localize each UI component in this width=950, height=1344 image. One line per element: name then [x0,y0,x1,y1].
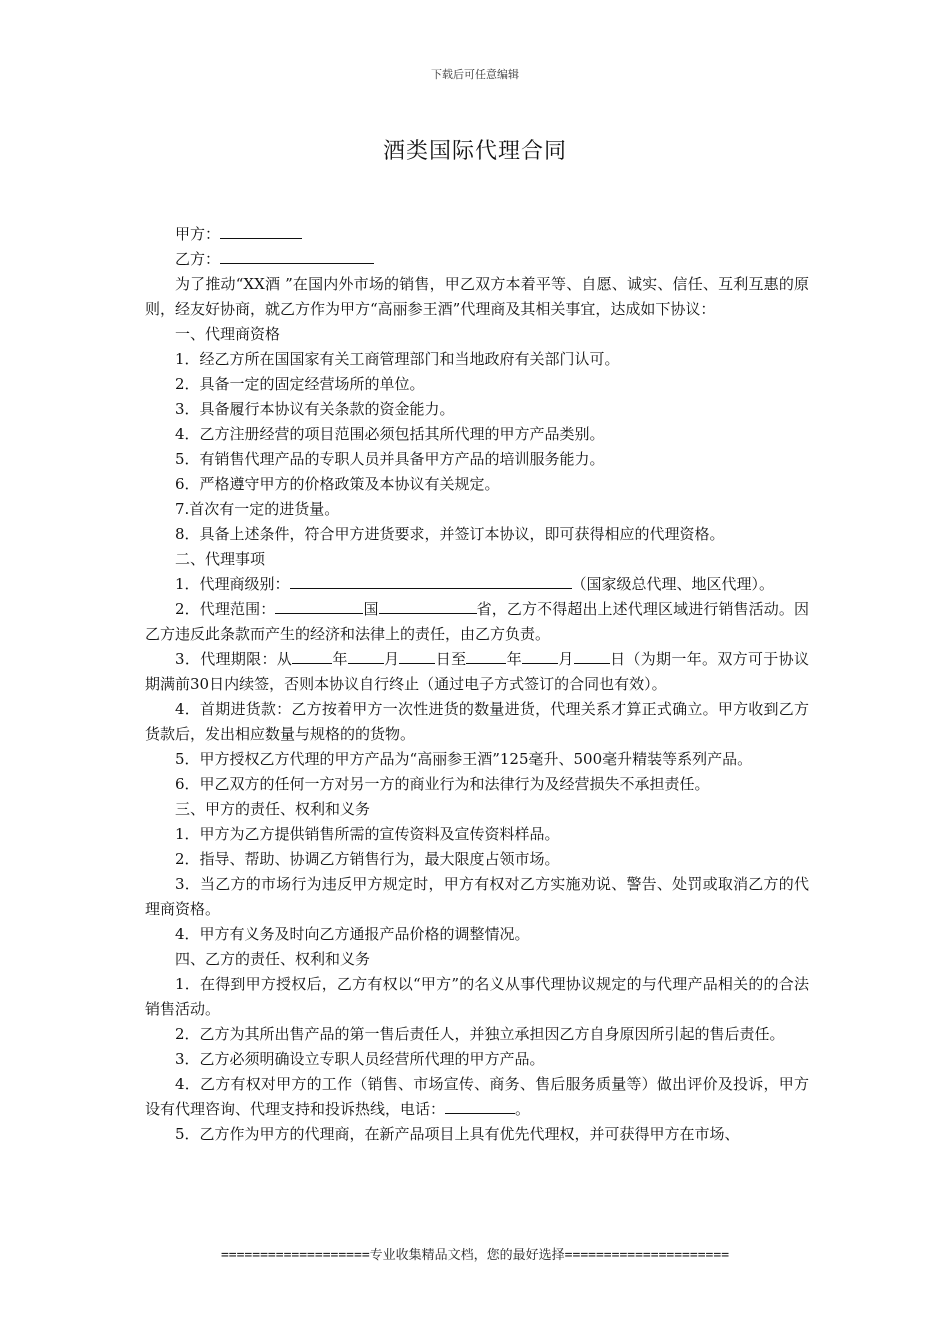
agent-level-label: 1．代理商级别： [175,575,290,593]
complaint-text: 4．乙方有权对甲方的工作（销售、市场宣传、商务、售后服务质量等）做出评价及投诉，甲方设有代理咨询、代理支持和投诉热线，电话： [145,1075,809,1118]
document-title: 酒类国际代理合同 [382,139,567,164]
section-1-item: 7.首次有一定的进货量。 [175,500,340,518]
footer-banner: ===================专业收集精品文档，您的最好选择===================== [220,1248,730,1263]
section-4-item: 5．乙方作为甲方的代理商，在新产品项目上具有优先代理权，并可获得甲方在市场、 [175,1125,740,1143]
section-3-item: 1．甲方为乙方提供销售所需的宣传资料及宣传资料样品。 [175,825,560,843]
agent-scope-text: 省，乙方不得超出上述代理区域进行销售活动。因乙方违反此条款而产生的经济和法律上的责任，由乙方负责。 [145,600,809,643]
section-1-heading: 一、代理商资格 [175,325,281,343]
complaint-line [145,1072,809,1122]
agent-term-line [145,647,809,697]
section-3-item: 2．指导、帮助、协调乙方销售行为，最大限度占领市场。 [175,850,560,868]
section-3-heading: 三、甲方的责任、权利和义务 [175,800,371,818]
country-label: 国 [363,600,379,618]
complaint-end: 。 [515,1100,531,1118]
month-label: 月 [558,650,574,668]
end-month-blank[interactable] [522,649,558,664]
year-label: 年 [506,650,523,668]
agent-term-text: 日（为期一年。双方可于协议期满前30日内续签，否则本协议自行终止（通过电子方式签订的合同也有效）。 [145,650,809,693]
start-year-blank[interactable] [292,649,332,664]
section-4-heading: 四、乙方的责任、权利和义务 [175,950,371,968]
agent-level-options: （国家级总代理、地区代理）。 [571,575,775,593]
phone-blank[interactable] [445,1099,515,1114]
end-day-blank[interactable] [574,649,610,664]
section-1-item: 8．具备上述条件，符合甲方进货要求，并签订本协议，即可获得相应的代理资格。 [175,525,725,543]
day-to-label: 日至 [435,650,467,668]
authorized-products-paragraph: 5．甲方授权乙方代理的甲方产品为“高丽参王酒”125毫升、500毫升精装等系列产品。 [175,750,753,768]
liability-paragraph: 6．甲乙双方的任何一方对另一方的商业行为和法律行为及经营损失不承担责任。 [175,775,710,793]
start-day-blank[interactable] [399,649,435,664]
section-4-item: 2．乙方为其所出售产品的第一售后责任人，并独立承担因乙方自身原因所引起的售后责任。 [175,1025,785,1043]
year-label: 年 [332,650,348,668]
section-4-item: 3．乙方必须明确设立专职人员经营所代理的甲方产品。 [175,1050,545,1068]
initial-payment-paragraph: 4．首期进货款：乙方按着甲方一次性进货的数量进货，代理关系才算正式确立。甲方收到乙方货款后，发出相应数量与规格的的货物。 [145,700,809,743]
agent-scope-label: 2．代理范围： [175,600,276,618]
agent-term-label: 3．代理期限：从 [175,650,293,668]
party-b-blank[interactable] [220,249,374,264]
section-1-item: 5．有销售代理产品的专职人员并具备甲方产品的培训服务能力。 [175,450,605,468]
section-1-item: 1．经乙方所在国国家有关工商管理部门和当地政府有关部门认可。 [175,350,620,368]
section-4-item: 1．在得到甲方授权后，乙方有权以“甲方”的名义从事代理协议规定的与代理产品相关的的合法销售活动。 [145,975,809,1018]
party-a-label: 甲方： [175,225,221,243]
section-1-item: 4．乙方注册经营的项目范围必须包括其所代理的甲方产品类别。 [175,425,605,443]
agent-level-blank[interactable] [290,574,572,589]
section-1-item: 2．具备一定的固定经营场所的单位。 [175,375,425,393]
contract-body [145,222,809,1147]
section-3-item: 3．当乙方的市场行为违反甲方规定时，甲方有权对乙方实施劝说、警告、处罚或取消乙方的代理商资格。 [145,875,809,918]
country-blank[interactable] [275,599,363,614]
province-blank[interactable] [379,599,477,614]
section-2-heading: 二、代理事项 [175,550,266,568]
end-year-blank[interactable] [466,649,506,664]
month-label: 月 [383,650,400,668]
start-month-blank[interactable] [348,649,384,664]
party-a-blank[interactable] [220,224,302,239]
agent-scope-line [145,597,809,647]
intro-paragraph: 为了推动“XX酒 ”在国内外市场的销售，甲乙双方本着平等、自愿、诚实、信任、互利互惠的原则，经友好协商，就乙方作为甲方“高丽参王酒”代理商及其相关事宜，达成如下协议： [145,275,809,318]
party-b-label: 乙方： [175,250,221,268]
section-1-item: 6．严格遵守甲方的价格政策及本协议有关规定。 [175,475,500,493]
section-3-item: 4．甲方有义务及时向乙方通报产品价格的调整情况。 [175,925,530,943]
party-b-line [145,247,809,272]
party-a-line [145,222,809,247]
agent-level-line [145,572,809,597]
header-note: 下载后可任意编辑 [431,68,519,81]
section-1-item: 3．具备履行本协议有关条款的资金能力。 [175,400,455,418]
